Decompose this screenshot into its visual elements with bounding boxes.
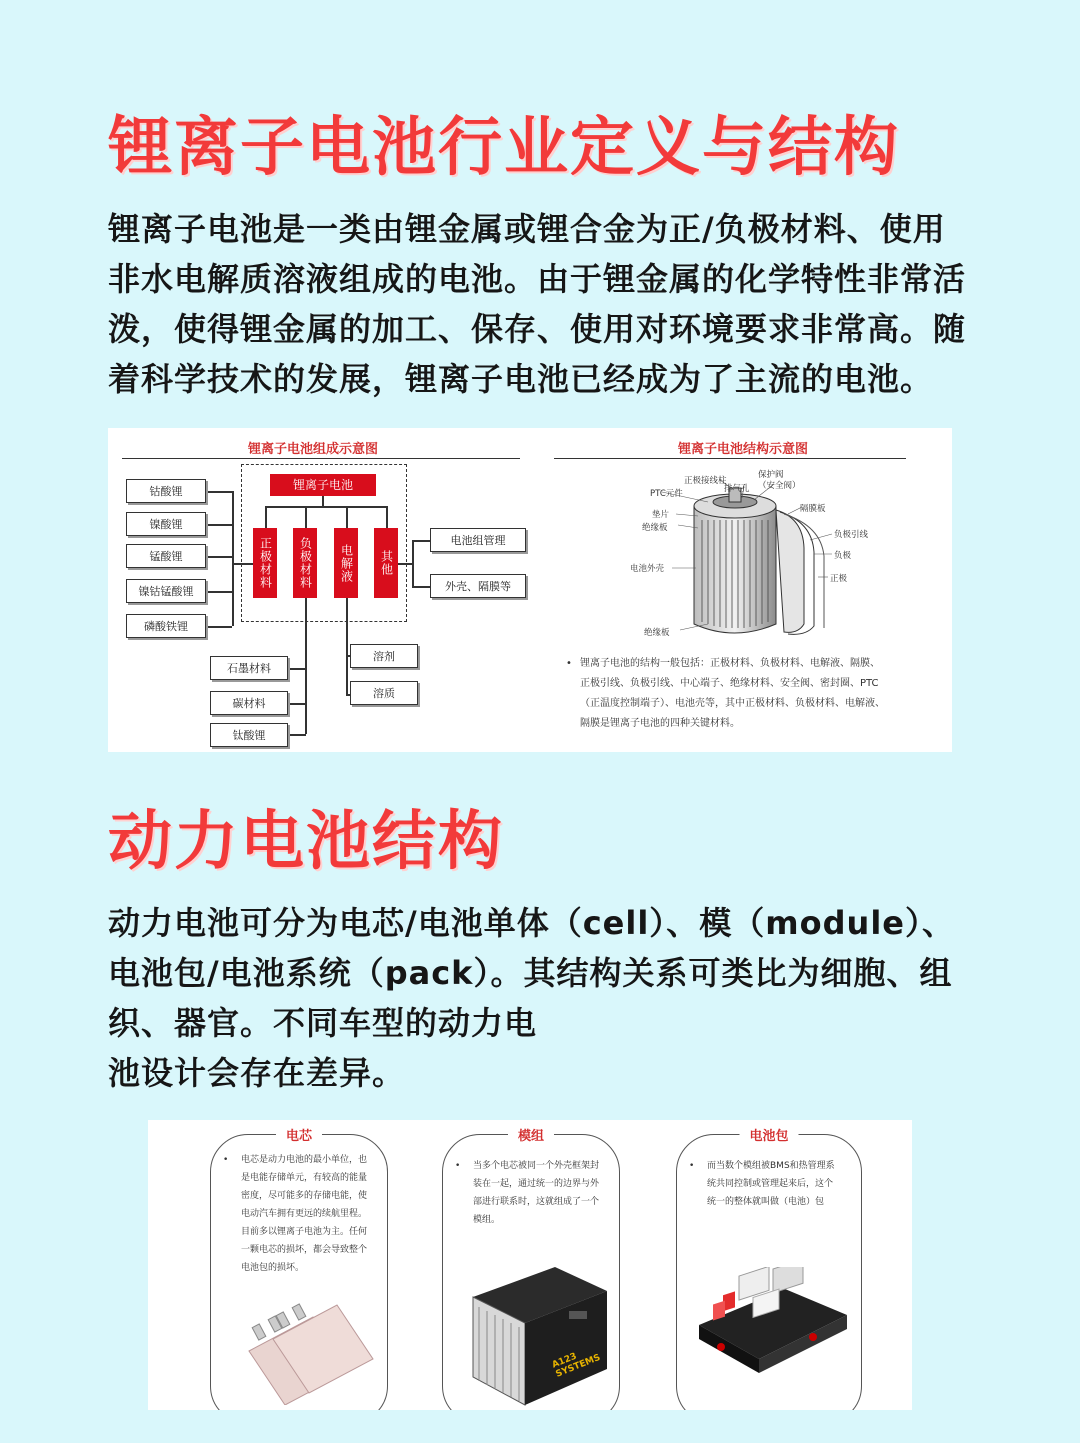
section1-title: 锂离子电池行业定义与结构 xyxy=(108,111,900,185)
card-text-line: 一颗电芯的损坏，都会导致整个 xyxy=(241,1245,368,1255)
card-text-line: 装在一起，通过统一的边界与外 xyxy=(473,1179,600,1189)
category-cathode: 正极材料 xyxy=(253,528,277,598)
pack-card-text: • 而当数个模组被BMS和热管理系 统共同控制或管理起来后，这个 统一的整体就叫做（电池）包 xyxy=(689,1157,859,1211)
pack-card xyxy=(676,1129,862,1410)
connector xyxy=(265,506,267,528)
section2-title: 动力电池结构 xyxy=(108,805,504,879)
card-text-line: 密度，尽可能多的存储电能，使 xyxy=(241,1191,368,1201)
label-ptc: PTC元件 xyxy=(650,489,683,499)
module-brand-label: A123 SYSTEMS xyxy=(550,1351,602,1380)
label-insulator-bottom: 绝缘板 xyxy=(644,628,670,638)
connector xyxy=(412,586,430,588)
structure-diagram-title: 锂离子电池结构示意图 xyxy=(677,442,808,457)
battery-pack-image xyxy=(693,1267,853,1377)
label-case: 电池外壳 xyxy=(630,564,665,574)
paragraph-line: 锂离子电池是一类由锂金属或锂合金为正/负极材料、使用 xyxy=(108,210,946,248)
connector xyxy=(305,598,307,622)
other-part: 外壳、隔膜等 xyxy=(430,574,526,598)
anode-material: 钛酸锂 xyxy=(210,723,288,747)
structure-note: • 锂离子电池的结构一般包括：正极材料、负极材料、电解液、隔膜、 正极引线、负极引线、中心端子、绝缘材料、安全阀、密封圈、PTC （正温度控制端子）、电池壳等，其中正极材料、负极材料、电解液、 隔膜是锂离子电池的四种关键材料。 xyxy=(566,654,946,734)
cathode-material: 磷酸铁锂 xyxy=(126,614,206,638)
structure-diagram xyxy=(548,428,952,752)
note-line: （正温度控制端子）、电池壳等，其中正极材料、负极材料、电解液、 xyxy=(580,698,885,709)
connector xyxy=(305,506,307,528)
note-line: 正极引线、负极引线、中心端子、绝缘材料、安全阀、密封圈、PTC xyxy=(580,678,879,689)
card-text-line: 当多个电芯被同一个外壳框架封 xyxy=(473,1161,600,1171)
section1-paragraph xyxy=(108,204,1038,404)
pack-card-title: 电池包 xyxy=(739,1125,798,1144)
connector xyxy=(305,622,307,734)
other-part: 电池组管理 xyxy=(430,528,526,552)
paragraph-line: 池设计会存在差异。 xyxy=(108,1054,406,1092)
paragraph-line: 着科学技术的发展，锂离子电池已经成为了主流的电池。 xyxy=(108,360,934,398)
cathode-material: 钴酸锂 xyxy=(126,479,206,503)
cathode-material: 锰酸锂 xyxy=(126,544,206,568)
module-card-title: 模组 xyxy=(508,1125,554,1144)
connector xyxy=(398,563,412,565)
connector xyxy=(412,540,430,542)
cell-card-title: 电芯 xyxy=(276,1125,322,1144)
module-card xyxy=(442,1129,620,1410)
module-card-text: • 当多个电芯被同一个外壳框架封 装在一起，通过统一的边界与外 部进行联系时，这就组成了一个 模组。 xyxy=(455,1157,617,1229)
category-other: 其他 xyxy=(374,528,398,598)
battery-module-image xyxy=(465,1257,615,1407)
card-text-line: 电池包的损坏。 xyxy=(241,1263,305,1273)
category-anode: 负极材料 xyxy=(293,528,317,598)
card-text-line: 电动汽车拥有更远的续航里程。 xyxy=(241,1209,368,1219)
power-battery-panel xyxy=(148,1120,912,1410)
category-electrolyte: 电解液 xyxy=(334,528,358,598)
paragraph-line: 动力电池可分为电芯/电池单体（cell）、模（module）、 xyxy=(108,904,955,942)
connector xyxy=(208,524,232,526)
paragraph-line: 电池包/电池系统（pack）。其结构关系可类比为细胞、组 xyxy=(108,954,953,992)
pouch-cell-image xyxy=(229,1295,379,1405)
connector xyxy=(290,668,306,670)
card-text-line: 统一的整体就叫做（电池）包 xyxy=(707,1197,825,1207)
paragraph-line: 织、器官。不同车型的动力电 xyxy=(108,1004,538,1042)
connector xyxy=(208,556,232,558)
note-line: 隔膜是锂离子电池的四种关键材料。 xyxy=(580,718,740,729)
cell-card xyxy=(210,1129,388,1410)
cell-card-text: • 电芯是动力电池的最小单位，也 是电能存储单元，有较高的能量 密度，尽可能多的存储电能，使 电动汽车拥有更远的续航里程。 目前多以锂离子电池为主。任何 一颗电芯的损坏，都会导致整个 电池包的损坏。 xyxy=(223,1151,385,1277)
connector xyxy=(386,506,388,528)
label-positive: 正极 xyxy=(830,574,848,584)
card-text-line: 是电能存储单元，有较高的能量 xyxy=(241,1173,368,1183)
cathode-material: 镍酸锂 xyxy=(126,512,206,536)
root-node: 锂离子电池 xyxy=(270,474,376,496)
cathode-material: 镍钴锰酸锂 xyxy=(126,579,206,603)
composition-diagram xyxy=(108,428,538,752)
label-gasket: 垫片 xyxy=(652,510,670,520)
connector xyxy=(412,540,414,586)
connector xyxy=(290,734,306,736)
anode-material: 碳材料 xyxy=(210,691,288,715)
connector xyxy=(232,491,234,626)
paragraph-line: 泼，使得锂金属的加工、保存、使用对环境要求非常高。随 xyxy=(108,310,967,348)
connector xyxy=(208,591,232,593)
label-negative: 负极 xyxy=(834,551,852,561)
label-separator: 隔膜板 xyxy=(800,504,826,514)
label-insulator-top: 绝缘板 xyxy=(642,523,668,533)
connector xyxy=(232,563,253,565)
connector xyxy=(346,506,348,528)
label-negative-lead: 负极引线 xyxy=(834,530,869,540)
connector xyxy=(290,703,306,705)
card-text-line: 部进行联系时，这就组成了一个 xyxy=(473,1197,600,1207)
composition-diagram-title: 锂离子电池组成示意图 xyxy=(247,442,378,457)
section2-paragraph xyxy=(108,898,1038,1098)
card-text-line: 模组。 xyxy=(473,1215,501,1225)
label-positive-terminal: 正极接线柱 xyxy=(684,476,727,486)
battery-diagram-panel xyxy=(108,428,952,752)
anode-material: 石墨材料 xyxy=(210,656,288,680)
label-safety-valve: 保护阀 （安全阀） xyxy=(758,470,801,491)
electrolyte-part: 溶质 xyxy=(350,681,418,705)
connector xyxy=(346,660,348,694)
connector xyxy=(265,506,387,508)
connector xyxy=(208,626,232,628)
connector xyxy=(208,491,232,493)
label-vent: 排气孔 xyxy=(724,484,750,494)
card-text-line: 目前多以锂离子电池为主。任何 xyxy=(241,1227,368,1237)
card-text-line: 而当数个模组被BMS和热管理系 xyxy=(707,1161,835,1171)
card-text-line: 统共同控制或管理起来后，这个 xyxy=(707,1179,834,1189)
paragraph-line: 非水电解质溶液组成的电池。由于锂金属的化学特性非常活 xyxy=(108,260,967,298)
connector xyxy=(322,496,324,506)
note-line: 锂离子电池的结构一般包括：正极材料、负极材料、电解液、隔膜、 xyxy=(580,658,880,669)
card-text-line: 电芯是动力电池的最小单位，也 xyxy=(241,1155,368,1165)
electrolyte-part: 溶剂 xyxy=(350,644,418,668)
title-underline xyxy=(122,458,520,459)
